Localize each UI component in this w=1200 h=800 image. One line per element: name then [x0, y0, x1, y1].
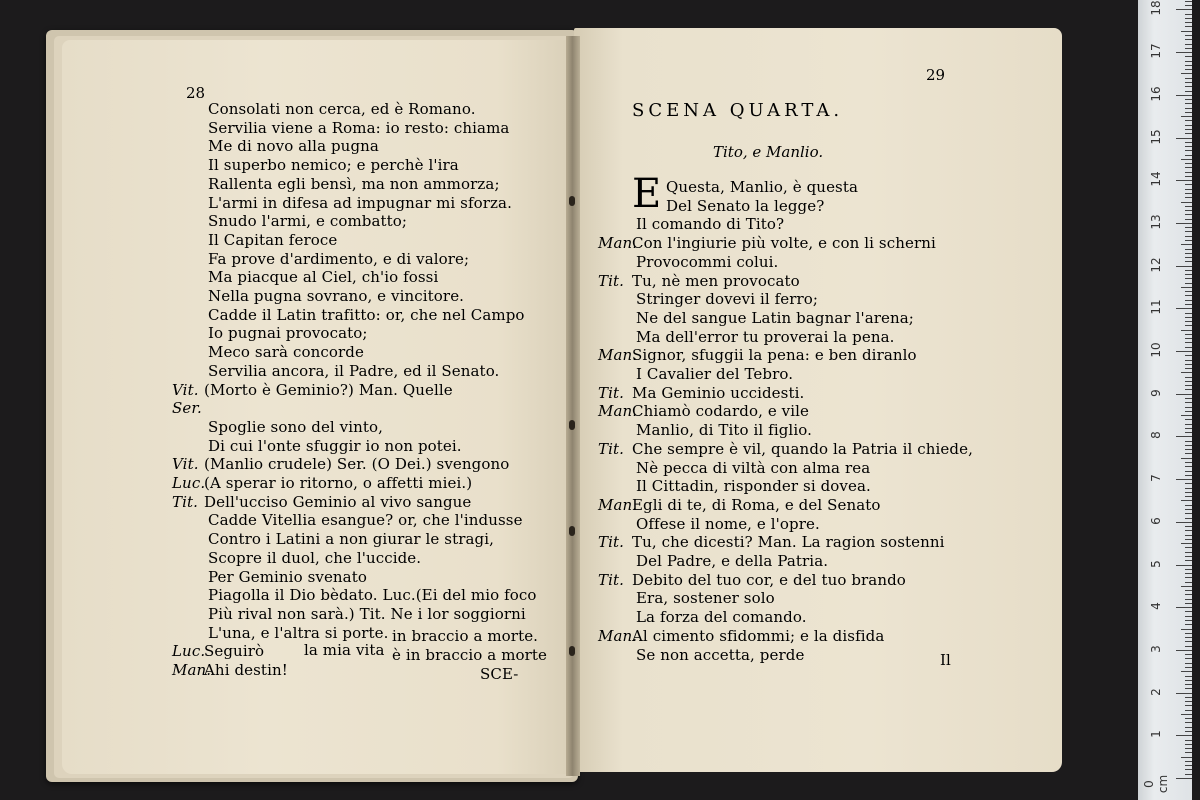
right-catchword: Il	[940, 651, 951, 669]
text-line: Il superbo nemico; e perchè l'ira	[208, 156, 459, 175]
text-line: (A sperar io ritorno, o affetti miei.)	[204, 474, 473, 492]
text-line: Ahi destin!	[204, 661, 288, 679]
ruler-tick	[1185, 483, 1192, 484]
ruler-tick	[1185, 569, 1192, 570]
ruler-tick	[1185, 295, 1192, 296]
ruler-tick	[1176, 52, 1192, 53]
ruler-tick	[1176, 351, 1192, 352]
ruler-tick	[1185, 676, 1192, 677]
ruler-tick	[1185, 740, 1192, 741]
ruler-number: 13	[1149, 214, 1163, 230]
ruler-tick	[1185, 219, 1192, 220]
ruler-tick	[1185, 654, 1192, 655]
text-line: Servilia viene a Roma: io resto: chiama	[208, 118, 510, 137]
ruler-tick	[1185, 317, 1192, 318]
text-line: Provocommi colui.	[636, 252, 779, 271]
text-line: Ma piacque al Ciel, ch'io fossi	[208, 268, 439, 287]
ruler-number: 15	[1149, 128, 1163, 145]
text-line: Signor, sfuggii la pena: e ben diranlo	[632, 346, 917, 365]
measuring-ruler	[1138, 0, 1192, 800]
ruler-tick	[1185, 505, 1192, 506]
ruler-tick	[1185, 731, 1192, 732]
ruler-number: 16	[1149, 86, 1163, 102]
ruler-number: 4	[1149, 602, 1163, 611]
text-line: Che sempre è vil, quando la Patria il chiede,	[632, 439, 973, 458]
ruler-tick	[1176, 266, 1192, 267]
ruler-number: 9	[1149, 388, 1163, 397]
text-line: I Cavalier del Tebro.	[636, 365, 794, 383]
text-line: Me di novo alla pugna	[208, 137, 379, 156]
ruler-tick	[1176, 522, 1192, 523]
ruler-tick	[1185, 261, 1192, 262]
ruler-tick	[1185, 582, 1192, 583]
ruler-tick	[1185, 120, 1192, 121]
ruler-tick	[1181, 31, 1192, 32]
text-line: Questa, Manlio, è questa	[666, 178, 859, 196]
ruler-tick	[1185, 44, 1192, 45]
ruler-number: 7	[1149, 474, 1163, 482]
ruler-tick	[1185, 35, 1192, 36]
ruler-tick	[1185, 368, 1192, 369]
ruler-tick	[1185, 206, 1192, 207]
ruler-tick	[1185, 513, 1192, 514]
text-line: (Manlio crudele) Ser. (O Dei.) svengono	[204, 455, 510, 474]
left-brace-luc: in braccio a morte.	[392, 627, 539, 645]
ruler-tick	[1185, 769, 1192, 770]
ruler-tick	[1185, 249, 1192, 250]
text-line: Del Senato la legge?	[666, 196, 825, 215]
ruler-tick	[1181, 714, 1192, 715]
text-line: Scopre il duol, che l'uccide.	[208, 548, 422, 567]
ruler-tick	[1185, 688, 1192, 689]
ruler-tick	[1185, 381, 1192, 382]
ruler-tick	[1185, 385, 1192, 386]
ruler-tick	[1185, 389, 1192, 390]
ruler-tick	[1185, 710, 1192, 711]
text-line: Egli di te, di Roma, e del Senato	[632, 495, 881, 514]
ruler-tick	[1185, 56, 1192, 57]
ruler-tick	[1181, 500, 1192, 501]
text-line: Tu, che dicesti? Man. La ragion sostenni	[632, 533, 945, 552]
ruler-tick	[1181, 372, 1192, 373]
ruler-tick	[1185, 155, 1192, 156]
binding-stitch	[569, 646, 575, 656]
ruler-tick	[1176, 436, 1192, 437]
ruler-number: 2	[1149, 687, 1163, 696]
ruler-tick	[1185, 492, 1192, 493]
ruler-tick	[1185, 69, 1192, 70]
ruler-tick	[1185, 445, 1192, 446]
ruler-tick	[1185, 701, 1192, 702]
text-line: Il Cittadin, risponder si dovea.	[636, 477, 871, 496]
ruler-tick	[1185, 509, 1192, 510]
speaker-label: Man.	[598, 346, 638, 365]
ruler-tick	[1185, 61, 1192, 62]
ruler-tick	[1176, 565, 1192, 566]
ruler-tick	[1185, 774, 1192, 775]
ruler-tick	[1185, 663, 1192, 664]
ruler-tick	[1185, 129, 1192, 130]
text-line: Debito del tuo cor, e del tuo brando	[632, 570, 906, 589]
ruler-tick	[1185, 761, 1192, 762]
ruler-tick	[1185, 142, 1192, 143]
ruler-tick	[1181, 671, 1192, 672]
ruler-tick	[1185, 658, 1192, 659]
text-line: Stringer dovevi il ferro;	[636, 290, 819, 309]
ruler-tick	[1185, 535, 1192, 536]
right-page-number: 29	[926, 66, 946, 84]
ruler-tick	[1185, 471, 1192, 472]
text-line: Meco sarà concorde	[208, 343, 364, 362]
ruler-tick	[1185, 432, 1192, 433]
ruler-tick	[1185, 300, 1192, 301]
ruler-tick	[1185, 253, 1192, 254]
text-line: Consolati non cerca, ed è Romano.	[208, 100, 476, 118]
ruler-tick	[1185, 449, 1192, 450]
ruler-number: 8	[1149, 431, 1163, 440]
ruler-tick	[1185, 338, 1192, 339]
ruler-tick	[1185, 407, 1192, 408]
ruler-tick	[1185, 684, 1192, 685]
ruler-tick	[1185, 18, 1192, 19]
speaker-label: Man.	[598, 495, 638, 514]
speaker-label: Ser.	[172, 399, 202, 418]
ruler-number: 6	[1149, 516, 1163, 525]
speaker-label: Luc.	[172, 642, 206, 661]
text-line: Con l'ingiurie più volte, e con li scherni	[632, 234, 936, 253]
ruler-tick	[1185, 304, 1192, 305]
ruler-tick	[1185, 65, 1192, 66]
ruler-tick	[1176, 735, 1192, 736]
ruler-tick	[1185, 257, 1192, 258]
left-catchword: SCE-	[480, 665, 519, 683]
ruler-tick	[1185, 86, 1192, 87]
ruler-tick	[1176, 693, 1192, 694]
ruler-number: 17	[1149, 43, 1163, 59]
text-line: Ne del sangue Latin bagnar l'arena;	[636, 308, 914, 327]
ruler-tick	[1185, 526, 1192, 527]
text-line: Snudo l'armi, e combatto;	[208, 212, 408, 231]
ruler-tick	[1185, 347, 1192, 348]
text-line: Più rival non sarà.) Tit. Ne i lor soggiorni	[208, 604, 526, 623]
text-line: L'armi in difesa ad impugnar mi sforza.	[208, 193, 512, 212]
scene-heading: SCENA QUARTA.	[632, 100, 844, 121]
ruler-number: 12	[1149, 256, 1163, 273]
ruler-tick	[1185, 176, 1192, 177]
text-line: Il Capitan feroce	[208, 230, 338, 249]
ruler-tick	[1185, 325, 1192, 326]
text-line: Contro i Latini a non giurar le stragi,	[208, 530, 494, 549]
ruler-tick	[1181, 757, 1192, 758]
ruler-tick	[1185, 466, 1192, 467]
binding-stitch	[569, 526, 575, 536]
ruler-tick	[1185, 419, 1192, 420]
ruler-tick	[1176, 394, 1192, 395]
left-mid-text: la mia vita	[304, 641, 385, 659]
text-line: Piagolla il Dio bèdato. Luc.(Ei del mio foco	[208, 586, 537, 605]
speaker-label: Tit.	[598, 439, 624, 458]
ruler-tick	[1185, 189, 1192, 190]
ruler-tick	[1185, 441, 1192, 442]
scene-persons: Tito, e Manlio.	[713, 143, 824, 161]
ruler-tick	[1185, 184, 1192, 185]
text-line: Se non accetta, perde	[636, 645, 805, 664]
text-line: Dell'ucciso Geminio al vivo sangue	[204, 492, 472, 511]
ruler-tick	[1185, 5, 1192, 6]
ruler-tick	[1181, 287, 1192, 288]
ruler-tick	[1185, 313, 1192, 314]
speaker-label: Tit.	[598, 533, 624, 552]
text-line: Cadde Vitellia esangue? or, che l'indusse	[208, 511, 523, 530]
ruler-number: 1	[1149, 730, 1163, 739]
ruler-tick	[1185, 1, 1192, 2]
speaker-label: Man.	[598, 234, 638, 253]
text-line: La forza del comando.	[636, 608, 807, 627]
ruler-tick	[1185, 22, 1192, 23]
text-line: Per Geminio svenato	[208, 567, 367, 586]
ruler-tick	[1185, 197, 1192, 198]
ruler-tick	[1185, 475, 1192, 476]
ruler-tick	[1185, 402, 1192, 403]
text-line: Nè pecca di viltà con alma rea	[636, 458, 871, 477]
ruler-tick	[1181, 73, 1192, 74]
ruler-tick	[1185, 210, 1192, 211]
speaker-label: Man.	[172, 661, 212, 679]
ruler-tick	[1185, 680, 1192, 681]
ruler-tick	[1185, 722, 1192, 723]
ruler-number: 5	[1149, 559, 1163, 568]
ruler-tick	[1185, 214, 1192, 215]
ruler-tick	[1176, 9, 1192, 10]
ruler-tick	[1185, 240, 1192, 241]
ruler-tick	[1185, 39, 1192, 40]
ruler-tick	[1181, 415, 1192, 416]
ruler-tick	[1185, 428, 1192, 429]
text-line: Seguirò	[204, 642, 265, 661]
ruler-tick	[1181, 586, 1192, 587]
text-line: Ma Geminio uccidesti.	[632, 383, 805, 402]
binding-stitch	[569, 196, 575, 206]
ruler-tick	[1181, 330, 1192, 331]
ruler-tick	[1181, 116, 1192, 117]
speaker-label: Vit.	[172, 380, 199, 399]
ruler-tick	[1185, 321, 1192, 322]
ruler-tick	[1185, 560, 1192, 561]
ruler-tick	[1185, 342, 1192, 343]
ruler-tick	[1185, 112, 1192, 113]
ruler-tick	[1176, 138, 1192, 139]
ruler-tick	[1185, 334, 1192, 335]
ruler-tick	[1185, 462, 1192, 463]
ruler-tick	[1185, 744, 1192, 745]
ruler-tick	[1185, 718, 1192, 719]
ruler-tick	[1181, 543, 1192, 544]
ruler-tick	[1185, 603, 1192, 604]
ruler-tick	[1185, 82, 1192, 83]
text-line: Al cimento sfidommi; e la disfida	[632, 626, 885, 645]
book-gutter	[566, 36, 580, 776]
ruler-tick	[1185, 355, 1192, 356]
text-line: (Morto è Geminio?) Man. Quelle	[204, 380, 453, 399]
ruler-tick	[1185, 278, 1192, 279]
text-line: Di cui l'onte sfuggir io non potei.	[208, 436, 462, 455]
ruler-number: 18	[1149, 0, 1163, 17]
ruler-tick	[1176, 607, 1192, 608]
ruler-tick	[1185, 398, 1192, 399]
left-page-number: 28	[186, 84, 206, 102]
ruler-tick	[1185, 611, 1192, 612]
ruler-tick	[1185, 641, 1192, 642]
ruler-tick	[1185, 556, 1192, 557]
text-line: Il comando di Tito?	[636, 215, 785, 234]
ruler-tick	[1185, 667, 1192, 668]
text-line: Io pugnai provocato;	[208, 324, 368, 343]
ruler-tick	[1185, 530, 1192, 531]
ruler-tick	[1185, 453, 1192, 454]
ruler-tick	[1185, 364, 1192, 365]
text-line: Fa prove d'ardimento, e di valore;	[208, 249, 470, 268]
text-line: Ma dell'error tu proverai la pena.	[636, 327, 895, 346]
ruler-tick	[1185, 573, 1192, 574]
ruler-tick	[1185, 518, 1192, 519]
text-line: Servilia ancora, il Padre, ed il Senato.	[208, 361, 500, 380]
binding-stitch	[569, 420, 575, 430]
text-line: Rallenta egli bensì, ma non ammorza;	[208, 174, 500, 193]
ruler-number: 3	[1149, 645, 1163, 653]
left-brace-man: è in braccio a morte	[392, 646, 548, 664]
ruler-tick	[1185, 646, 1192, 647]
ruler-tick	[1185, 78, 1192, 79]
ruler-tick	[1185, 705, 1192, 706]
ruler-tick	[1185, 291, 1192, 292]
speaker-label: Man.	[598, 626, 638, 645]
speaker-label: Tit.	[172, 492, 198, 511]
ruler-tick	[1185, 547, 1192, 548]
text-line: Nella pugna sovrano, e vincitore.	[208, 287, 465, 305]
speaker-label: Tit.	[598, 383, 624, 402]
ruler-tick	[1185, 193, 1192, 194]
ruler-tick	[1185, 599, 1192, 600]
text-line: Era, sostener solo	[636, 589, 775, 608]
ruler-tick	[1185, 274, 1192, 275]
ruler-tick	[1185, 552, 1192, 553]
ruler-tick	[1185, 14, 1192, 15]
ruler-tick	[1181, 244, 1192, 245]
text-line: Spoglie sono del vinto,	[208, 417, 384, 436]
ruler-tick	[1185, 146, 1192, 147]
ruler-tick	[1185, 108, 1192, 109]
ruler-tick	[1185, 496, 1192, 497]
ruler-tick	[1185, 697, 1192, 698]
ruler-tick	[1185, 163, 1192, 164]
ruler-tick	[1185, 48, 1192, 49]
drop-cap: E	[632, 171, 662, 217]
ruler-tick	[1185, 99, 1192, 100]
ruler-tick	[1185, 624, 1192, 625]
ruler-tick	[1185, 577, 1192, 578]
ruler-tick	[1185, 91, 1192, 92]
ruler-tick	[1185, 620, 1192, 621]
ruler-number: 11	[1149, 299, 1163, 315]
ruler-tick	[1185, 227, 1192, 228]
ruler-tick	[1185, 765, 1192, 766]
ruler-tick	[1185, 172, 1192, 173]
ruler-tick	[1185, 424, 1192, 425]
ruler-tick	[1181, 159, 1192, 160]
ruler-tick	[1181, 202, 1192, 203]
ruler-tick	[1185, 590, 1192, 591]
ruler-tick	[1185, 231, 1192, 232]
speaker-label: Vit.	[172, 455, 199, 474]
speaker-label: Man.	[598, 402, 638, 421]
speaker-label: Luc.	[172, 474, 206, 492]
ruler-tick	[1185, 103, 1192, 104]
ruler-tick	[1185, 360, 1192, 361]
text-line: L'una, e l'altra si porte.	[208, 623, 389, 642]
ruler-tick	[1176, 223, 1192, 224]
ruler-tick	[1185, 488, 1192, 489]
ruler-tick	[1185, 411, 1192, 412]
text-line: Manlio, di Tito il figlio.	[636, 421, 812, 440]
ruler-tick	[1176, 778, 1192, 779]
text-line: Offese il nome, e l'opre.	[636, 514, 820, 533]
ruler-tick	[1185, 752, 1192, 753]
ruler-tick	[1185, 150, 1192, 151]
text-line: Tu, nè men provocato	[632, 271, 800, 290]
text-line: Del Padre, e della Patria.	[636, 552, 829, 570]
ruler-number: 10	[1149, 342, 1163, 358]
ruler-tick	[1185, 133, 1192, 134]
ruler-tick	[1181, 458, 1192, 459]
ruler-tick	[1185, 539, 1192, 540]
ruler-tick	[1185, 377, 1192, 378]
text-line: Chiamò codardo, e vile	[632, 402, 810, 421]
ruler-tick	[1185, 727, 1192, 728]
ruler-tick	[1185, 26, 1192, 27]
ruler-tick	[1185, 637, 1192, 638]
speaker-label: Tit.	[598, 271, 624, 290]
ruler-tick	[1185, 283, 1192, 284]
ruler-tick	[1185, 633, 1192, 634]
ruler-tick	[1185, 270, 1192, 271]
ruler-tick	[1176, 479, 1192, 480]
ruler-tick	[1185, 236, 1192, 237]
ruler-tick	[1176, 180, 1192, 181]
ruler-tick	[1181, 629, 1192, 630]
ruler-tick	[1176, 95, 1192, 96]
ruler-tick	[1185, 594, 1192, 595]
text-line: Cadde il Latin trafitto: or, che nel Campo	[208, 305, 525, 324]
ruler-tick	[1176, 308, 1192, 309]
ruler-tick	[1185, 125, 1192, 126]
speaker-label: Tit.	[598, 570, 624, 589]
ruler-number: 14	[1149, 171, 1163, 187]
ruler-tick	[1176, 650, 1192, 651]
ruler-tick	[1185, 748, 1192, 749]
ruler-tick	[1185, 616, 1192, 617]
ruler-number: 0 cm	[1142, 774, 1170, 794]
ruler-tick	[1185, 167, 1192, 168]
